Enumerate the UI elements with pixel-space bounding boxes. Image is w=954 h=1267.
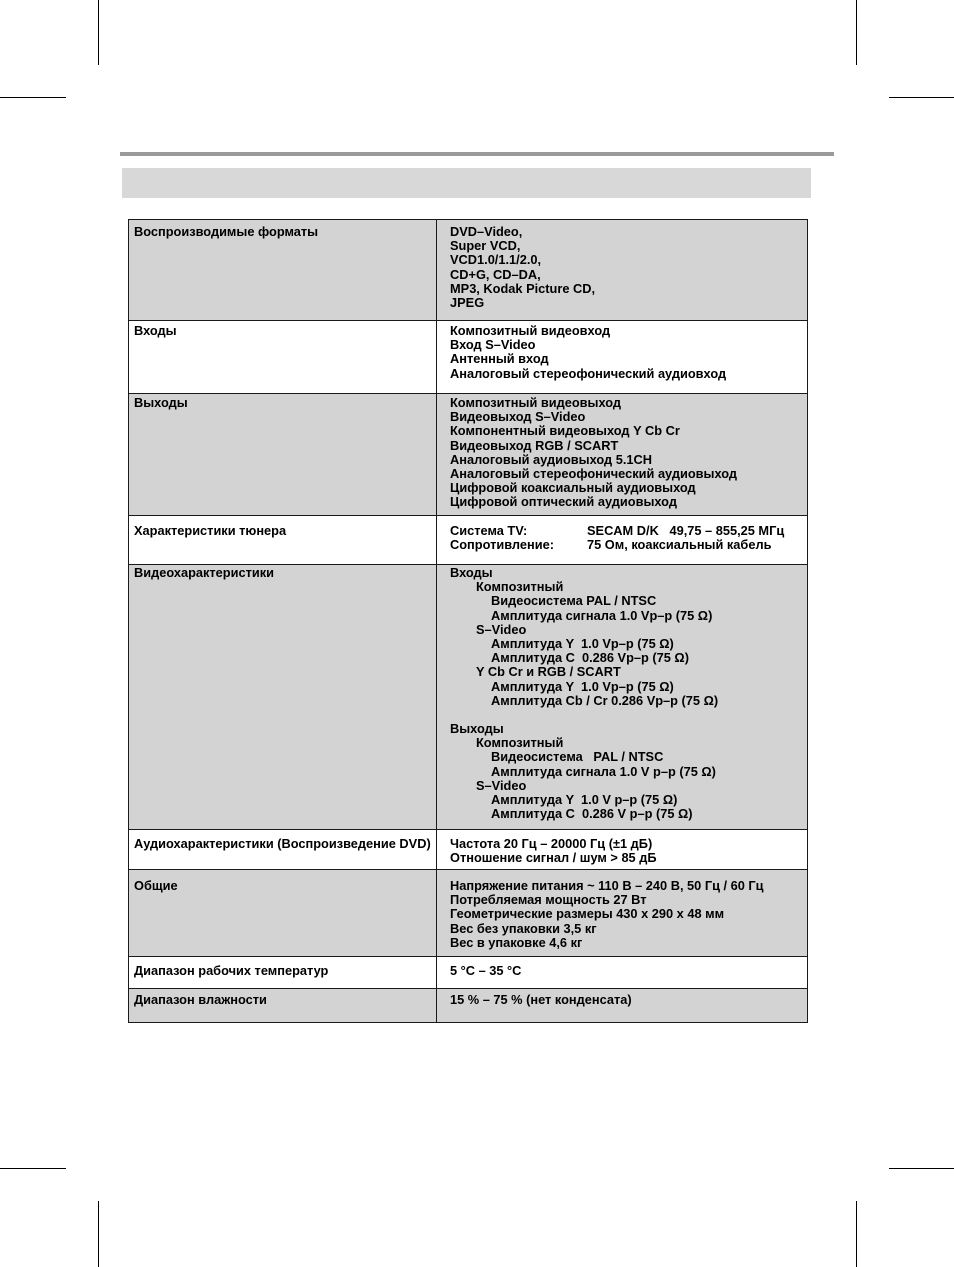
spec-value xyxy=(437,321,807,393)
spec-value-line: Аналоговый стереофонический аудиовход xyxy=(450,365,727,381)
spec-label: Диапазон рабочих температур xyxy=(129,957,437,988)
spec-value-line: Композитный видеовыход xyxy=(450,395,622,410)
video-spec-item: Амплитуда C 0.286 Vp–p (75 Ω) xyxy=(491,650,689,666)
spec-value-line: MP3, Kodak Picture CD, xyxy=(450,280,596,296)
tuner-param xyxy=(450,524,807,538)
spec-value-line: Композитный видеовход xyxy=(450,323,611,338)
spec-value-line: Частота 20 Гц – 20000 Гц (±1 дБ) xyxy=(450,836,653,851)
spec-value-line: Компонентный видеовыход Y Cb Cr xyxy=(450,423,680,439)
spec-label: Воспроизводимые форматы xyxy=(129,220,437,320)
video-spec-item: Видеосистема PAL / NTSC xyxy=(491,749,664,765)
spec-value-line: Потребляемая мощность 27 Вт xyxy=(450,892,647,908)
video-group-title: Композитный xyxy=(476,735,564,751)
spec-value-line: Аналоговый аудиовыход 5.1CH xyxy=(450,451,652,467)
spec-row-general xyxy=(129,869,807,956)
spec-value-line: 5 °C – 35 °C xyxy=(450,963,522,978)
spec-value-line: Вес без упаковки 3,5 кг xyxy=(450,920,597,936)
spec-row-operating-temperature xyxy=(129,956,807,988)
tuner-param-name: Система TV: xyxy=(450,523,528,538)
spec-value-line: Вес в упаковке 4,6 кг xyxy=(450,934,583,950)
spec-value-line: DVD–Video, xyxy=(450,224,523,239)
spec-value-line: JPEG xyxy=(450,294,485,310)
spec-label: Входы xyxy=(129,321,437,393)
video-spec-item: Амплитуда сигнала 1.0 V p–p (75 Ω) xyxy=(491,763,716,779)
spec-value-line: Геометрические размеры 430 x 290 x 48 мм xyxy=(450,906,725,922)
video-spec-item: Амплитуда Y 1.0 V p–p (75 Ω) xyxy=(491,792,678,807)
video-spec-item: Амплитуда Y 1.0 Vp–p (75 Ω) xyxy=(491,635,674,651)
spec-value-line: VCD1.0/1.1/2.0, xyxy=(450,252,542,268)
crop-mark-top-right-horizontal xyxy=(889,97,954,98)
video-spec-item: Амплитуда Y 1.0 Vp–p (75 Ω) xyxy=(491,678,674,694)
crop-mark-top-right-vertical xyxy=(856,0,857,65)
video-group-title: S–Video xyxy=(476,777,527,793)
crop-mark-bottom-left-horizontal xyxy=(0,1168,66,1169)
spec-row-inputs xyxy=(129,320,807,393)
spec-value-line: Отношение сигнал / шум > 85 дБ xyxy=(450,850,657,866)
tuner-param-value: SECAM D/K 49,75 – 855,25 МГц xyxy=(587,523,785,538)
tuner-param-value: 75 Ом, коаксиальный кабель xyxy=(587,537,772,553)
spec-value xyxy=(437,957,807,988)
spec-value-line: Видеовыход S–Video xyxy=(450,409,586,425)
video-section-title: Входы xyxy=(450,565,493,580)
specifications-table xyxy=(128,219,808,1023)
crop-mark-top-left-horizontal xyxy=(0,97,66,98)
spec-value-line: Цифровой оптический аудиовыход xyxy=(450,494,677,510)
spec-value xyxy=(437,565,807,829)
spec-value-line: CD+G, CD–DA, xyxy=(450,266,541,282)
spec-value-line: Super VCD, xyxy=(450,238,521,254)
video-spec-item: Амплитуда Cb / Cr 0.286 Vp–p (75 Ω) xyxy=(491,692,719,708)
crop-mark-top-left-vertical xyxy=(98,0,99,65)
spec-value-line: Напряжение питания ~ 110 В – 240 В, 50 Гц / 60 Гц xyxy=(450,878,764,893)
tuner-param-name: Сопротивление: xyxy=(450,537,554,553)
spec-label: Аудиохарактеристики (Воспроизведение DVD) xyxy=(129,830,437,869)
video-spec-item: Амплитуда сигнала 1.0 Vp–p (75 Ω) xyxy=(491,607,713,623)
spec-label: Характеристики тюнера xyxy=(129,516,437,564)
crop-mark-bottom-left-vertical xyxy=(98,1201,99,1267)
spec-row-audio xyxy=(129,829,807,869)
header-rule xyxy=(120,152,834,156)
spec-label: Выходы xyxy=(129,394,437,515)
crop-mark-bottom-right-vertical xyxy=(856,1201,857,1267)
spec-label: Общие xyxy=(129,870,437,956)
spec-value xyxy=(437,989,807,1022)
spec-value xyxy=(437,870,807,956)
spec-value-line: Цифровой коаксиальный аудиовыход xyxy=(450,480,696,496)
video-group-title: Композитный xyxy=(476,579,564,595)
spec-value xyxy=(437,394,807,515)
spec-row-outputs xyxy=(129,393,807,515)
spec-value-line: Антенный вход xyxy=(450,351,549,367)
video-spec-item: Видеосистема PAL / NTSC xyxy=(491,593,657,609)
spec-value-line: 15 % – 75 % (нет конденсата) xyxy=(450,992,632,1007)
tuner-param xyxy=(450,538,807,552)
spec-value xyxy=(437,220,807,320)
spec-row-humidity xyxy=(129,988,807,1022)
video-spec-item: Амплитуда C 0.286 V p–p (75 Ω) xyxy=(491,806,693,822)
spec-value-line: Аналоговый стереофонический аудиовыход xyxy=(450,465,738,481)
spec-row-video xyxy=(129,564,807,829)
video-group-title: Y Cb Cr и RGB / SCART xyxy=(476,664,621,680)
spec-value xyxy=(437,516,807,564)
spec-row-tuner xyxy=(129,515,807,564)
crop-mark-bottom-right-horizontal xyxy=(889,1168,954,1169)
section-title-bar xyxy=(122,168,811,198)
spec-value-line: Вход S–Video xyxy=(450,337,536,353)
video-section-title: Выходы xyxy=(450,721,504,737)
spec-label: Видеохарактеристики xyxy=(129,565,437,829)
spec-value-line: Видеовыход RGB / SCART xyxy=(450,437,619,453)
spec-label: Диапазон влажности xyxy=(129,989,437,1022)
spec-value xyxy=(437,830,807,869)
spec-row-playable-formats xyxy=(129,220,807,320)
video-group-title: S–Video xyxy=(476,621,527,637)
